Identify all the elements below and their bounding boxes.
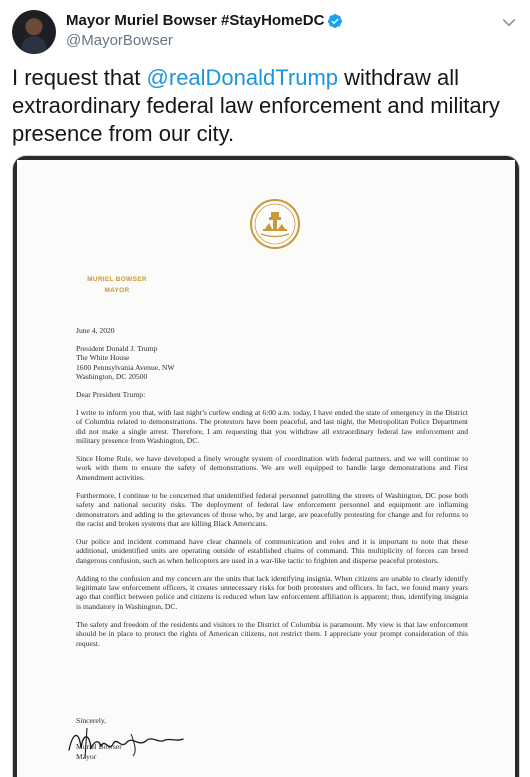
display-name-text[interactable]: Mayor Muriel Bowser #StayHomeDC <box>66 12 325 29</box>
handwritten-signature <box>61 722 191 762</box>
letter-paragraph: Since Home Rule, we have developed a finely wrought system of coordination with federal partners, and we will continue to work with them to ensure the safety of demonstrations. We are well equipped to handle large demonstrations and First Amendment activities. <box>76 454 468 482</box>
dc-seal-icon <box>249 198 301 250</box>
address-line: President Donald J. Trump <box>76 343 158 353</box>
address-line: Washington, DC 20500 <box>76 372 148 382</box>
tweet-text-end: withdraw all extraordinary federal law enforcement and military presence from our city. <box>12 65 500 146</box>
letter-paragraph: I write to inform you that, with last night’s curfew ending at 6:00 a.m. today, I have ended the state of emergency in the District of Columbia related to demonstrations. The protestors have been peaceful, and last night, the Metropolitan Police Department did not make a single arrest. Therefore, I am requesting that you withdraw all extraordinary federal law enforcement and military presence from Washington, DC. <box>76 407 468 446</box>
letter-body <box>76 326 468 656</box>
letter-date: June 4, 2020 <box>76 326 115 335</box>
attached-image[interactable] <box>12 155 520 777</box>
tweet-header <box>12 10 518 54</box>
signer-name: Muriel Bowser <box>76 742 122 751</box>
display-name[interactable] <box>66 11 343 31</box>
letter-paragraph: Adding to the confusion and my concern are the units that lack identifying insignia. When citizens are unable to clearly identify legitimate law enforcement officers, it creates unnecessary risks for both protesters and officers. In fact, we found many years ago that conflict between police and citizens is reduced when law enforcement affiliation is apparent; thus, identifying insignia is mandatory in Washington, DC. <box>76 573 468 611</box>
letterhead-title: MAYOR <box>104 287 130 294</box>
letter-address <box>76 344 468 382</box>
letterhead-name: MURIEL BOWSER <box>87 276 147 283</box>
letterhead <box>77 274 157 296</box>
tweet-text-start: I request that <box>12 65 147 90</box>
letter-page <box>17 160 515 777</box>
letter-salutation: Dear President Trump: <box>76 390 146 400</box>
mention-link[interactable]: @realDonaldTrump <box>146 65 339 90</box>
handle[interactable]: @MayorBowser <box>66 32 173 49</box>
author-names[interactable] <box>66 11 343 51</box>
verified-badge-icon <box>327 13 343 29</box>
avatar[interactable] <box>12 10 56 54</box>
letter-paragraph: Our police and incident command have clear channels of communication and roles and it is important to note that these additional, unidentified units are operating outside of established chains of command. This multiplicity of forces can breed dangerous confusion, such as when helicopters are used in a war-like tactic to frighten and disperse peaceful protestors. <box>76 536 468 565</box>
letter-closing: Sincerely, <box>76 716 107 725</box>
address-line: 1600 Pennsylvania Avenue, NW <box>76 362 175 372</box>
tweet-text <box>12 64 518 148</box>
signer-title: Mayor <box>76 752 97 761</box>
letter-paragraph: Furthermore, I continue to be concerned that unidentified federal personnel patrolling the streets of Washington, DC pose both safety and national security risks. The deployment of federal law enforcement personnel and equipment are inflaming demonstrators and adding to the grievances of those who, by and large, are peacefully protesting for change and for reforms to the racist and broken systems that are killing Black Americans. <box>76 490 468 528</box>
letter-paragraph: The safety and freedom of the residents and visitors to the District of Columbia is paramount. My view is that law enforcement should be in place to protect the rights of American citizens, not restrict them. I appreciate your prompt consideration of this request. <box>76 619 468 648</box>
chevron-down-icon[interactable] <box>500 14 518 32</box>
address-line: The White House <box>76 353 130 363</box>
